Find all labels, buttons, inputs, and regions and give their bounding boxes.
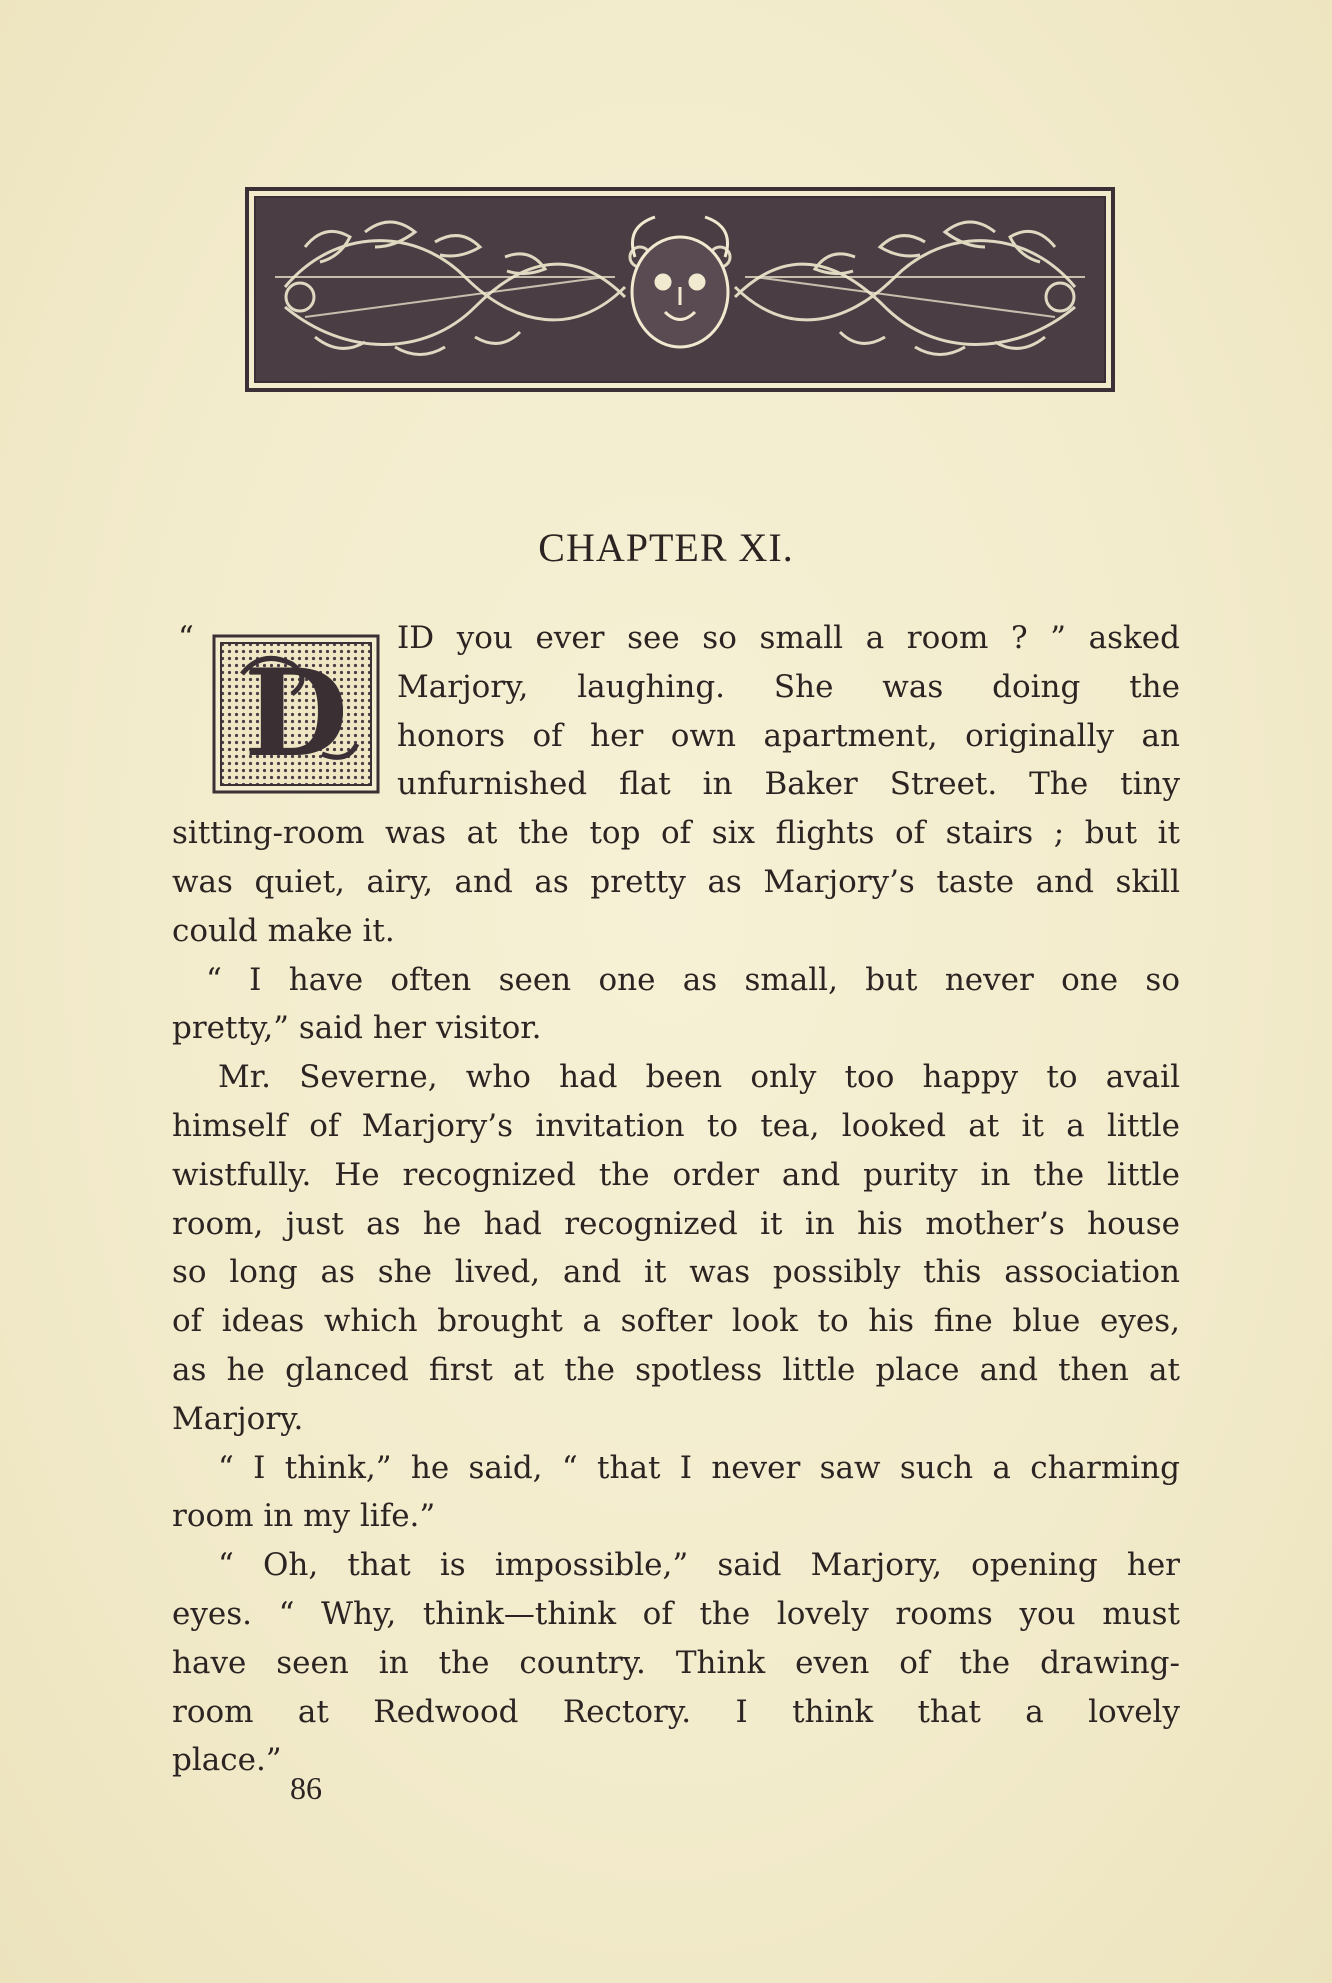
text-line: as he glanced first at the spotless little place and then at	[172, 1351, 1180, 1388]
text-line: ID you ever see so small a room ? ” asked	[397, 620, 1180, 656]
drop-cap-block	[172, 614, 389, 800]
text-line: room in my life.”	[172, 1498, 436, 1535]
text-line: Marjory, laughing. She was doing the	[397, 668, 1180, 705]
text-line: could make it.	[172, 912, 395, 949]
text-line: Marjory.	[172, 1400, 304, 1437]
text-line: “ I think,” he said, “ that I never saw such a charming	[218, 1449, 1180, 1486]
paragraph-3	[172, 1053, 1180, 1443]
text-line: Mr. Severne, who had been only too happy to avail	[218, 1059, 1180, 1096]
text-line: place.”	[172, 1742, 282, 1779]
text-line: of ideas which brought a softer look to his fine blue eyes,	[172, 1303, 1180, 1340]
acanthus-lion-ornament-icon	[245, 187, 1115, 392]
text-line: room at Redwood Rectory. I think that a lovely	[172, 1693, 1180, 1730]
drop-cap-letter: D	[243, 643, 349, 784]
text-line: wistfully. He recognized the order and purity in the little	[172, 1156, 1180, 1193]
paragraph-2	[172, 956, 1180, 1054]
text-line: unfurnished flat in Baker Street. The tiny	[397, 766, 1180, 803]
text-line: honors of her own apartment, originally an	[397, 717, 1180, 754]
decorated-initial	[212, 634, 380, 794]
paragraph-5	[172, 1541, 1180, 1785]
text-line: was quiet, airy, and as pretty as Marjory’s taste and skill	[172, 863, 1180, 900]
text-line: so long as she lived, and it was possibly this association	[172, 1254, 1180, 1291]
chapter-title: CHAPTER XI.	[538, 525, 794, 570]
text-line: himself of Marjory’s invitation to tea, looked at it a little	[172, 1107, 1180, 1144]
text-line: pretty,” said her visitor.	[172, 1010, 542, 1047]
text-line: have seen in the country. Think even of the drawing-	[172, 1644, 1180, 1681]
text-line: “ Oh, that is impossible,” said Marjory, opening her	[218, 1547, 1180, 1584]
text-line: eyes. “ Why, think—think of the lovely rooms you must	[172, 1595, 1180, 1632]
text-line: room, just as he had recognized it in his mother’s house	[172, 1205, 1180, 1242]
text-line: “ I have often seen one as small, but never one so	[206, 961, 1180, 998]
page-number: 86	[290, 1770, 322, 1806]
body-text	[172, 614, 1180, 1785]
paragraph-4	[172, 1444, 1180, 1542]
text-line: sitting-room was at the top of six flights of stairs ; but it	[172, 815, 1180, 852]
opening-quote-mark: “	[178, 620, 194, 656]
chapter-headpiece-ornament	[245, 187, 1115, 392]
